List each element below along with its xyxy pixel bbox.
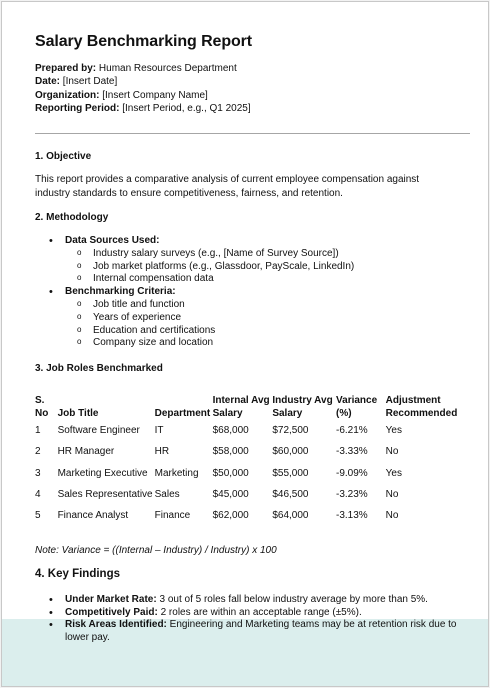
list-item: o Education and certifications [65, 325, 354, 338]
col-header-department: Department [154, 407, 211, 419]
finding-label: Under Market Rate: [65, 594, 157, 605]
cell-job-title: Finance Analyst [57, 510, 129, 522]
cell-internal: $50,000 [212, 467, 249, 479]
cell-adjustment: No [385, 446, 399, 458]
cell-industry: $55,000 [272, 467, 309, 479]
cell-job-title: HR Manager [57, 446, 115, 458]
cell-industry: $60,000 [272, 446, 309, 458]
report-title: Salary Benchmarking Report [35, 33, 253, 50]
roles-heading: 3. Job Roles Benchmarked [35, 363, 163, 374]
methodology-list [35, 235, 354, 350]
report-meta [35, 62, 251, 115]
cell-sno: 2 [35, 446, 41, 458]
cell-variance: -9.09% [336, 467, 368, 479]
roles-table [35, 390, 471, 526]
col-header-adjustment: Adjustment Recommended [385, 395, 458, 419]
cell-variance: -6.21% [336, 425, 368, 437]
col-header-industry: Industry Avg Salary [272, 395, 333, 419]
horizontal-rule [35, 133, 470, 134]
cell-department: Marketing [154, 467, 199, 479]
meta-value: [Insert Period, e.g., Q1 2025] [119, 102, 251, 114]
col-header-internal: Internal Avg Salary [212, 395, 270, 419]
list-item [35, 619, 471, 644]
cell-internal: $62,000 [212, 510, 249, 522]
sub-list [65, 248, 354, 286]
meta-date [35, 75, 251, 88]
table-row [35, 463, 471, 484]
cell-industry: $72,500 [272, 425, 309, 437]
meta-label: Organization: [35, 89, 100, 101]
col-header-job-title: Job Title [57, 407, 99, 419]
cell-internal: $58,000 [212, 446, 249, 458]
meta-value: [Insert Date] [60, 76, 118, 88]
cell-internal: $68,000 [212, 425, 249, 437]
cell-internal: $45,000 [212, 489, 249, 501]
meta-reporting-period [35, 102, 251, 115]
cell-job-title: Marketing Executive [57, 467, 148, 479]
finding-label: Competitively Paid: [65, 606, 158, 618]
variance-note: Note: Variance = ((Internal – Industry) / Industry) x 100 [35, 545, 277, 556]
meta-label: Date: [35, 76, 61, 88]
table-header-row [35, 390, 471, 420]
sub-list [65, 299, 354, 350]
list-item: o Job title and function [65, 299, 354, 312]
cell-industry: $46,500 [272, 489, 309, 501]
cell-adjustment: No [385, 510, 399, 522]
methodology-group-label: Data Sources Used: [65, 235, 160, 246]
list-item [35, 235, 354, 286]
cell-department: Finance [154, 510, 191, 522]
meta-label: Reporting Period: [35, 102, 120, 114]
list-item [35, 607, 471, 620]
list-item [35, 594, 471, 607]
cell-adjustment: Yes [385, 425, 402, 437]
finding-text: 2 roles are within an acceptable range (±5%). [157, 606, 362, 618]
cell-variance: -3.33% [336, 446, 368, 458]
finding-text: Engineering and Marketing teams may be at retention risk due to lower pay. [65, 619, 457, 643]
list-item: o Industry salary surveys (e.g., [Name of Survey Source]) [65, 248, 354, 261]
document-page [1, 1, 489, 687]
cell-adjustment: No [385, 489, 399, 501]
table-row [35, 484, 471, 505]
list-item [35, 286, 354, 350]
cell-job-title: Software Engineer [57, 425, 140, 437]
cell-industry: $64,000 [272, 510, 309, 522]
findings-heading: 4. Key Findings [35, 568, 120, 580]
col-header-sno: S. No [35, 395, 49, 419]
findings-list [35, 594, 471, 644]
cell-job-title: Sales Representative [57, 489, 153, 501]
list-item: o Company size and location [65, 337, 354, 350]
meta-organization [35, 89, 251, 102]
meta-label: Prepared by: [35, 63, 97, 74]
list-item: o Job market platforms (e.g., Glassdoor, PayScale, LinkedIn) [65, 261, 354, 274]
list-item: o Internal compensation data [65, 273, 354, 286]
cell-sno: 3 [35, 467, 41, 479]
cell-department: Sales [154, 489, 180, 501]
cell-sno: 1 [35, 425, 41, 437]
cell-sno: 5 [35, 510, 41, 522]
table-row [35, 441, 471, 462]
methodology-group-label: Benchmarking Criteria: [65, 286, 176, 298]
meta-value: Human Resources Department [96, 63, 237, 74]
cell-sno: 4 [35, 489, 41, 501]
meta-value: [Insert Company Name] [99, 89, 208, 101]
finding-label: Risk Areas Identified: [65, 619, 167, 631]
cell-department: IT [154, 425, 164, 437]
cell-adjustment: Yes [385, 467, 402, 479]
methodology-heading: 2. Methodology [35, 212, 109, 223]
col-header-variance: Variance (%) [336, 395, 378, 419]
table-row [35, 505, 471, 526]
cell-variance: -3.13% [336, 510, 368, 522]
objective-text: This report provides a comparative analysis of current employee compensation against industry standards to ensure competitiveness, fairness, and retention. [35, 174, 420, 199]
cell-department: HR [154, 446, 170, 458]
list-item: o Years of experience [65, 312, 354, 325]
finding-text: 3 out of 5 roles fall below industry average by more than 5%. [156, 594, 428, 605]
cell-variance: -3.23% [336, 489, 368, 501]
objective-heading: 1. Objective [35, 151, 92, 162]
meta-prepared-by [35, 62, 251, 75]
table-row [35, 420, 471, 441]
